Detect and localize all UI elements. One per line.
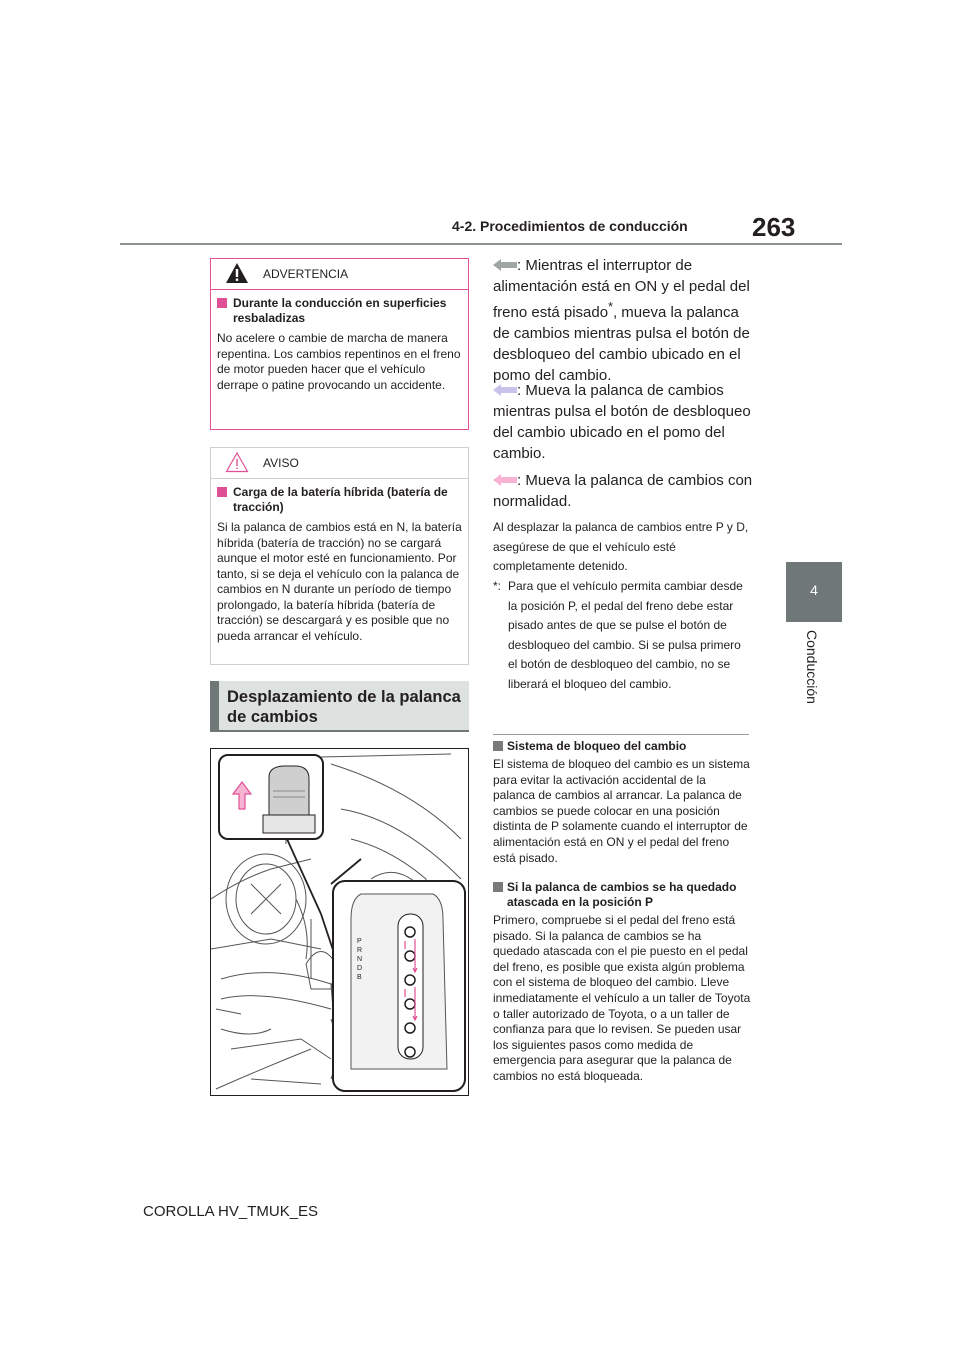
- notice-box-header: [211, 448, 468, 479]
- warning-body: No acelere o cambie de marcha de manera repentina. Los cambios repentinos en el freno de motor pueden hacer que el vehículo derrape o patine provocando un accidente.: [217, 331, 461, 392]
- footnote: [493, 577, 751, 694]
- caution-triangle-icon: [225, 450, 249, 479]
- shift-lever-illustration: [210, 748, 469, 1096]
- warning-triangle-icon: [225, 261, 249, 290]
- warning-box-title: ADVERTENCIA: [263, 267, 349, 281]
- notice-box-title: AVISO: [263, 456, 299, 470]
- gear-label-p: P: [357, 938, 362, 945]
- header-rule: [120, 243, 842, 245]
- document-footer: COROLLA HV_TMUK_ES: [143, 1203, 319, 1220]
- warning-subheading: Durante la conducción en superficies resbaladizas: [217, 296, 462, 326]
- shift-note: Al desplazar la palanca de cambios entre P y D, asegúrese de que el vehículo esté completamente detenido.: [493, 520, 749, 573]
- legend-item-purple: : Mueva la palanca de cambios mientras pulsa el botón de desbloqueo del cambio ubicado en el pomo del cambio.: [493, 382, 751, 462]
- legend-item-pink: : Mueva la palanca de cambios con normalidad.: [493, 472, 753, 510]
- warning-box-header: [211, 259, 468, 290]
- chapter-tab-number: 4: [810, 582, 818, 598]
- gear-label-r: R: [357, 947, 363, 954]
- footnote-text: Para que el vehículo permita cambiar desde la posición P, el pedal del freno debe estar pisado antes de que se pulse el botón de desbloqueo del cambio. Si se pulsa primero el botón de desbloqueo del cambio, no se liberará el bloqueo del cambio.: [508, 579, 743, 691]
- purple-arrow-icon: [493, 384, 517, 396]
- square-bullet-icon: [217, 298, 227, 308]
- stuck-in-p-body: Primero, compruebe si el pedal del freno está pisado. Si la palanca de cambios se ha quedado atascada con el pie puesto en el pedal del freno, es posible que exista algún problema con el sistema de bloqueo del cambio. Lleve inmediatamente el vehículo a un taller de Toyota o taller autorizado de Toyota, o a un taller de confianza para que lo revisen. Se pueden usar los siguientes pasos como medida de emergencia para asegurar que la palanca de cambios no está bloqueada.: [493, 913, 751, 1083]
- square-bullet-icon: [493, 882, 503, 892]
- footnote-mark: *:: [493, 579, 502, 593]
- section-heading-text: Desplazamiento de la palanca de cambios: [227, 688, 461, 726]
- shift-lock-heading: Sistema de bloqueo del cambio: [493, 739, 751, 754]
- stuck-in-p-heading: Si la palanca de cambios se ha quedado atascada en la posición P: [493, 880, 751, 910]
- section-heading: [210, 681, 469, 732]
- pink-arrow-icon: [493, 474, 517, 486]
- shift-lock-body: El sistema de bloqueo del cambio es un sistema para evitar la activación accidental de la palanca de cambios al arrancar. La palanca de cambios se puede colocar en una posición distinta de P solamente cuando el interruptor de alimentación está en ON y el pedal del freno está pisado.: [493, 757, 750, 865]
- chapter-tab: [786, 562, 842, 622]
- square-bullet-icon: [493, 741, 503, 751]
- car-interior-drawing: [211, 749, 468, 1095]
- legend-item-grey: : Mientras el interruptor de alimentación está en ON y el pedal del freno está pisado*, mueva la palanca de cambios mientras pulsa el botón de desbloqueo del cambio ubicado en el pomo del cambio.: [493, 257, 750, 384]
- square-bullet-icon: [217, 487, 227, 497]
- notice-box: [210, 447, 469, 665]
- gear-label-d: D: [357, 965, 363, 972]
- gear-label-n: N: [357, 956, 363, 963]
- notice-body: Si la palanca de cambios está en N, la batería híbrida (batería de tracción) no se cargará aunque el motor esté en funcionamiento. Por tanto, si se deja el vehículo con la palanca de cambios en N durante un período de tiempo prolongado, la batería híbrida (batería de tracción) se descargará y es posible que no pueda arrancar el vehículo.: [217, 520, 462, 643]
- warning-box: [210, 258, 469, 430]
- chapter-tab-label: Conducción: [804, 630, 820, 704]
- page-number: 263: [752, 212, 796, 242]
- grey-arrow-icon: [493, 259, 517, 271]
- gear-label-b: B: [357, 974, 362, 981]
- gear-position-labels: [357, 938, 362, 981]
- header-section-title: 4-2. Procedimientos de conducción: [452, 218, 688, 234]
- notice-subheading: Carga de la batería híbrida (batería de tracción): [217, 485, 462, 515]
- divider: [493, 734, 749, 735]
